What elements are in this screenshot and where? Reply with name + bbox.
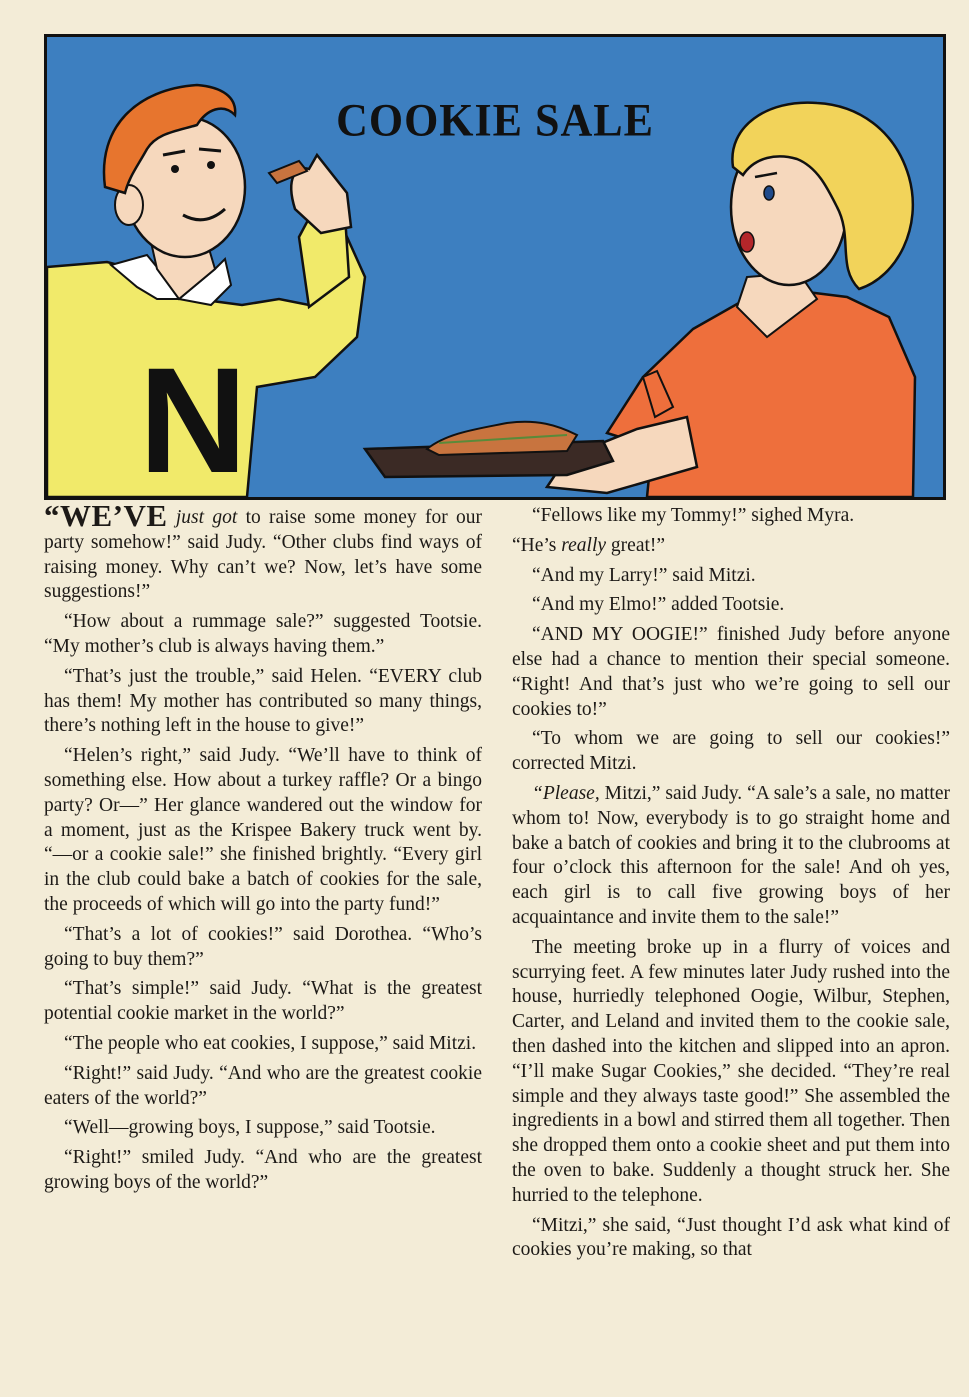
emphasis: really — [561, 534, 607, 556]
paragraph: “That’s just the trouble,” said Helen. “EVERY club has them! My mother has contributed so many things, there’s nothing left in the house to give!” — [44, 665, 482, 737]
paragraph: “He’s really great!” — [512, 534, 666, 556]
paragraph: “And my Elmo!” added Tootsie. — [532, 594, 785, 616]
paragraph: “The people who eat cookies, I suppose,” said Mitzi. — [64, 1032, 477, 1054]
paragraph: “Helen’s right,” said Judy. “We’ll have to think of something else. How about a turkey raffle? Or a bingo party? Or—” Her glance wandered out the window for a moment, just as the Krispee Bakery truck went by. “—or a cookie sale!” she finished brightly. “Every girl in the club could bake a batch of cookies for the sale, the proceeds of which will go into the party fund!” — [44, 745, 482, 915]
boy-brow-right — [199, 149, 221, 151]
paragraph: “AND MY OOGIE!” finished Judy before anyone else had a chance to mention their special someone. “Right! And that’s just who we’re going to sell our cookies to!” — [512, 624, 950, 720]
paragraph: “Fellows like my Tommy!” sighed Myra. — [532, 505, 855, 526]
paragraph: “How about a rummage sale?” suggested Tootsie. “My mother’s club is always having them.” — [44, 611, 482, 657]
girl-mouth — [740, 232, 754, 252]
boy-eye-right — [207, 161, 215, 169]
girl-eye — [764, 186, 774, 200]
story-title: COOKIE SALE — [336, 94, 654, 147]
paragraph: “Mitzi,” she said, “Just thought I’d ask what kind of cookies you’re making, so that — [512, 1214, 950, 1261]
paragraph: The meeting broke up in a flurry of voices and scurrying feet. A few minutes later Judy rushed into the house, hurriedly telephoned Oogie, Wilbur, Stephen, Carter, and Leland and invited them to the cookie sale, then dashed into the kitchen and slipped into an apron. “I’ll make Sugar Cookies,” she decided. “They’re real simple and they always taste good!” She assembled the ingredients in a bowl and stirred them all together. Then she dropped them onto a cookie sheet and put them into the oven to bake. Suddenly a thought struck her. She hurried to the telephone. — [512, 936, 950, 1206]
drop-cap: “WE’VE — [44, 498, 168, 533]
sweater-letter: N — [138, 336, 248, 497]
paragraph: “And my Larry!” said Mitzi. — [532, 564, 756, 586]
paragraph: “Well—growing boys, I suppose,” said Tootsie. — [64, 1117, 436, 1139]
boy-eye-left — [171, 165, 179, 173]
text-column-right — [512, 504, 950, 1268]
paragraph: “That’s simple!” said Judy. “What is the greatest potential cookie market in the world?” — [44, 978, 482, 1025]
emphasis: “Please, — [532, 782, 600, 804]
emphasis: just got — [175, 507, 238, 528]
paragraph: “WE’VE just got to raise some money for our party somehow!” said Judy. “Other clubs find ways of raising money. Why can’t we? Now, let’s have some suggestions!” — [44, 498, 482, 603]
paragraph: “To whom we are going to sell our cookies!” corrected Mitzi. — [512, 728, 950, 775]
paragraph: “That’s a lot of cookies!” said Dorothea. “Who’s going to buy them?” — [44, 923, 482, 970]
text-column-left — [44, 498, 482, 1201]
illustration-panel — [44, 34, 946, 500]
paragraph: “Right!” smiled Judy. “And who are the greatest growing boys of the world?” — [44, 1147, 482, 1193]
paragraph: “Please, Mitzi,” said Judy. “A sale’s a sale, no matter whom to! Now, everybody is to go straight home and bake a batch of cookies and bring it to the clubrooms at four o’clock this afternoon for the sale! And oh yes, each girl is to call five growing boys of her acquaintance and invite them to the sale!” — [512, 782, 950, 928]
paragraph: “Right!” said Judy. “And who are the greatest cookie eaters of the world?” — [44, 1062, 482, 1109]
